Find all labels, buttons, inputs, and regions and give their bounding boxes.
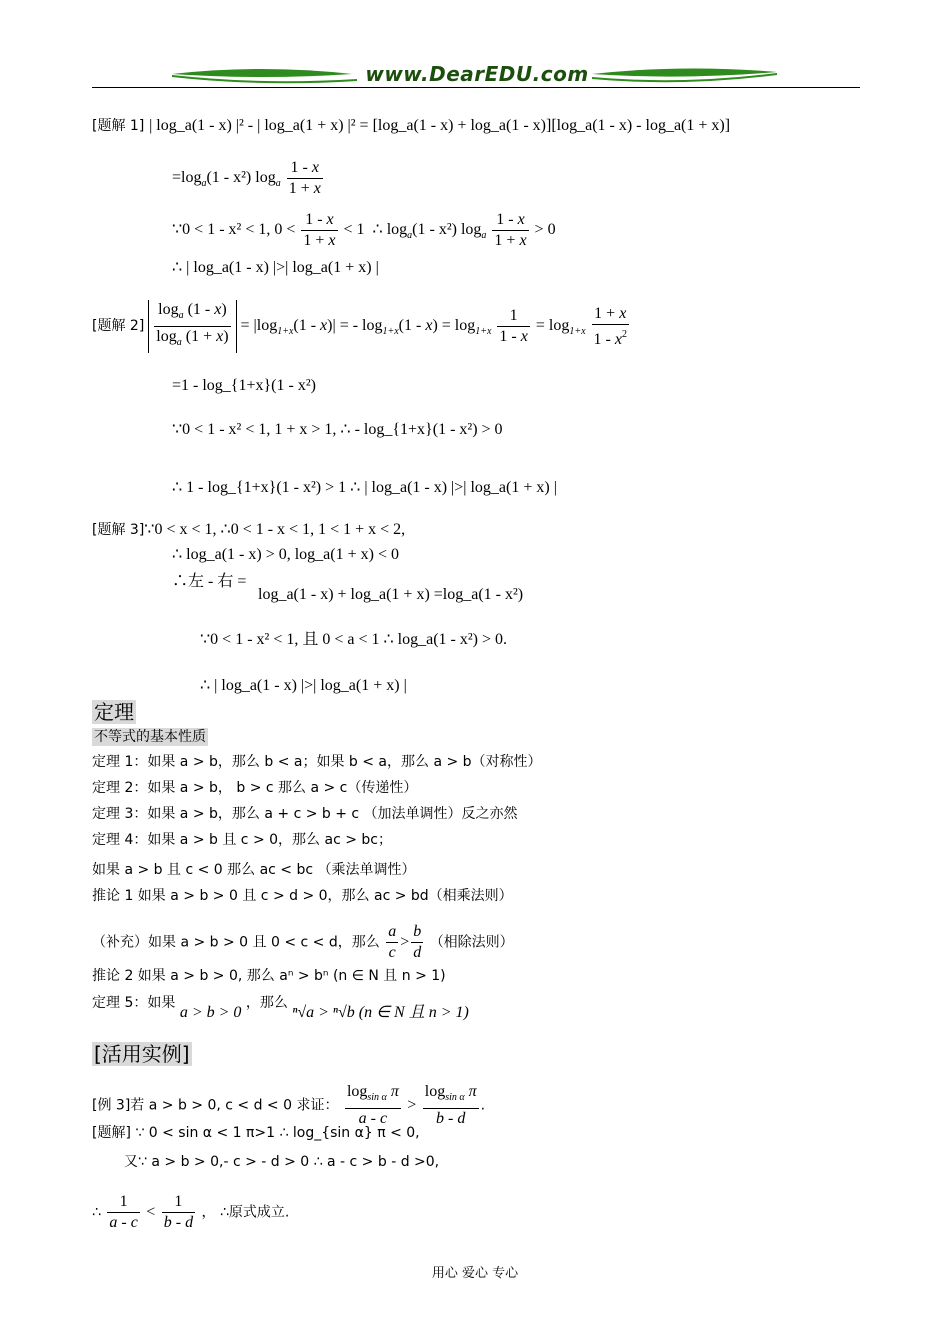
site-header (92, 60, 862, 96)
sol1-label: [题解 1] (92, 118, 145, 134)
theorem-5-d: ⁿ√a > ⁿ√b (n ∈ N 且 n > 1) (292, 1004, 469, 1021)
sol1-eq3-e: > 0 (534, 221, 556, 239)
fraction: $\frac{1}{b - d}$ (163, 1193, 194, 1231)
examples-heading: [活用实例] (94, 1042, 190, 1066)
example-sol-3-b: < (146, 1203, 156, 1221)
header-rule (92, 87, 860, 88)
sol2-line4: ∴ 1 - log_{1+x}(1 - x²) > 1 ∴ | log_a(1 - x) |>| log_a(1 + x) | (172, 479, 557, 496)
fraction: $\frac{1 - x}{1 + x}$ (494, 211, 527, 249)
site-url: www.DearEDU.com (365, 62, 589, 86)
sol3-line3a: ∴左 - 右 = (172, 573, 247, 590)
sol2-line2: =1 - log_{1+x}(1 - x²) (172, 377, 316, 394)
sol1-eq3-d: (1 - x²) log (412, 221, 482, 239)
sol2-line3: ∵0 < 1 - x² < 1, 1 + x > 1, ∴ - log_{1+x}(1 - x²) > 0 (172, 421, 503, 438)
sol3-label: [题解 3] (92, 522, 145, 538)
example-sol-2: 又∵ a > b > 0,- c > - d > 0 ∴ a - c > b - d >0, (124, 1154, 440, 1170)
fraction: $\frac{b}{d}$ (413, 923, 422, 961)
fraction: $\frac{\log_{sin \alpha} \pi}{a - c}$ (346, 1083, 399, 1127)
sol1-line4: ∴ | log_a(1 - x) |>| log_a(1 + x) | (172, 259, 379, 276)
sol3-line3b: log_a(1 - x) + log_a(1 + x) =log_a(1 - x²) (258, 586, 524, 603)
example-sol-3 (92, 1192, 289, 1233)
sol1-line2: $=\log_a(1 - x^2)$ $\log_a$ $\frac{1 - x}{1 + x}$ (172, 159, 321, 197)
sol1-line3: ∵0 < 1 - x² < 1, 0 < $\frac{1 - x}{1 + x}$ < 1 ∴ $\log_a(1 - x^2)$ $\log_a$ $\frac{1 - x}{1 + x}$ > 0 (172, 211, 556, 249)
theorem-4b: 如果 a > b 且 c < 0 那么 ac < bc （乘法单调性） (92, 862, 416, 878)
example-3 (92, 1082, 485, 1129)
theorem-2: 定理 2：如果 a > b， b > c 那么 a > c（传递性） (92, 780, 418, 796)
example-sol-3-c: ， ∴原式成立. (201, 1204, 290, 1221)
fraction: $\frac{1}{1 - x}$ (499, 307, 528, 345)
theorem-heading: 定理 (94, 700, 134, 724)
theorem-4: 定理 4：如果 a > b 且 c > 0，那么 ac > bc； (92, 832, 392, 848)
fraction: $\frac{a}{c}$ (388, 923, 397, 961)
sol1-eq3-a: ∵0 < 1 - x² < 1, 0 < (172, 221, 296, 239)
sol3-line5: ∴ | log_a(1 - x) |>| log_a(1 + x) | (200, 677, 407, 694)
sol2-line1: [题解 2] $\frac{\log_a (1 - x)}{\log_a (1 + x)}$ = $|\log_{1+x}(1 - x)|$ = - $\log_{1+x}(1 - x) = \log_{1+x}$ $\frac{1}{1 - x}$ = $\log_{1+x}$ $\frac{1 + x}{1 - x^2}$ (92, 300, 631, 353)
sol1-eq3-b: < 1 (343, 221, 365, 239)
sol1-eq1: | log_a(1 - x) |² - | log_a(1 + x) |² = [log_a(1 - x) + log_a(1 - x)][log_a(1 - x) - log_a(1 + x)] (149, 117, 731, 134)
sol3-eq1: ∵0 < x < 1, ∴0 < 1 - x < 1, 1 < 1 + x < 2, (144, 521, 406, 538)
example-sol-1: [题解] ∵ 0 < sin α < 1 π>1 ∴ log_{sin α} π < 0, (92, 1125, 420, 1141)
theorem-3: 定理 3：如果 a > b，那么 a + c > b + c （加法单调性）反之亦然 (92, 806, 518, 822)
fraction: $\frac{1 - x}{1 + x}$ (288, 159, 321, 197)
example-3-a: [例 3]若 a > b > 0, c < d < 0 求证： (92, 1097, 339, 1114)
corollary-2: 推论 2 如果 a > b > 0, 那么 aⁿ > bⁿ (n ∈ N 且 n > 1) (92, 968, 446, 984)
theorem-5-b: a > b > 0 (179, 1004, 242, 1021)
theorem-subheading: 不等式的基本性质 (94, 729, 206, 745)
corollary-1: 推论 1 如果 a > b > 0 且 c > d > 0，那么 ac > bd（相乘法则） (92, 888, 513, 904)
fraction: $\frac{1}{a - c}$ (109, 1193, 138, 1231)
sol1-eq2-a: =log (172, 169, 202, 187)
example-3-b: > (407, 1096, 417, 1114)
fraction: $\frac{1 - x}{1 + x}$ (303, 211, 336, 249)
sol3-line1 (92, 520, 405, 540)
sol1-eq2-b: (1 - x²) log (206, 169, 276, 187)
theorem-5 (92, 993, 469, 1023)
supplement-b: （相除法则） (429, 934, 514, 951)
sol1-eq3-c: ∴ log (372, 221, 408, 239)
fraction: $\frac{\log_{sin \alpha} \pi}{b - d}$ (424, 1083, 477, 1127)
sol3-line4: ∵0 < 1 - x² < 1, 且 0 < a < 1 ∴ log_a(1 - x²) > 0. (200, 631, 508, 648)
sol3-line2: ∴ log_a(1 - x) > 0, log_a(1 + x) < 0 (172, 546, 399, 563)
abs-fraction: $\frac{\log_a (1 - x)}{\log_a (1 + x)}$ (148, 300, 236, 353)
supplement-a: （补充）如果 a > b > 0 且 0 < c < d，那么 (92, 934, 380, 951)
sol1-line1 (92, 115, 730, 136)
fraction: $\frac{1 + x}{1 - x^2}$ (593, 304, 627, 348)
supplement: （补充）如果 a > b > 0 且 0 < c < d，那么 $\frac{a}{c}$ > $\frac{b}{d}$ （相除法则） (92, 923, 514, 961)
example-sol-3-a: ∴ (92, 1204, 101, 1221)
theorem-1: 定理 1：如果 a > b，那么 b < a；如果 b < a，那么 a > b（对称性） (92, 754, 542, 770)
sol2-label: [题解 2] (92, 318, 145, 335)
theorem-5-c: ，那么 (245, 995, 288, 1011)
theorem-5-a: 定理 5：如果 (92, 995, 176, 1011)
example-3-c: . (480, 1097, 486, 1114)
page-footer: 用心 爱心 专心 (431, 1266, 519, 1281)
